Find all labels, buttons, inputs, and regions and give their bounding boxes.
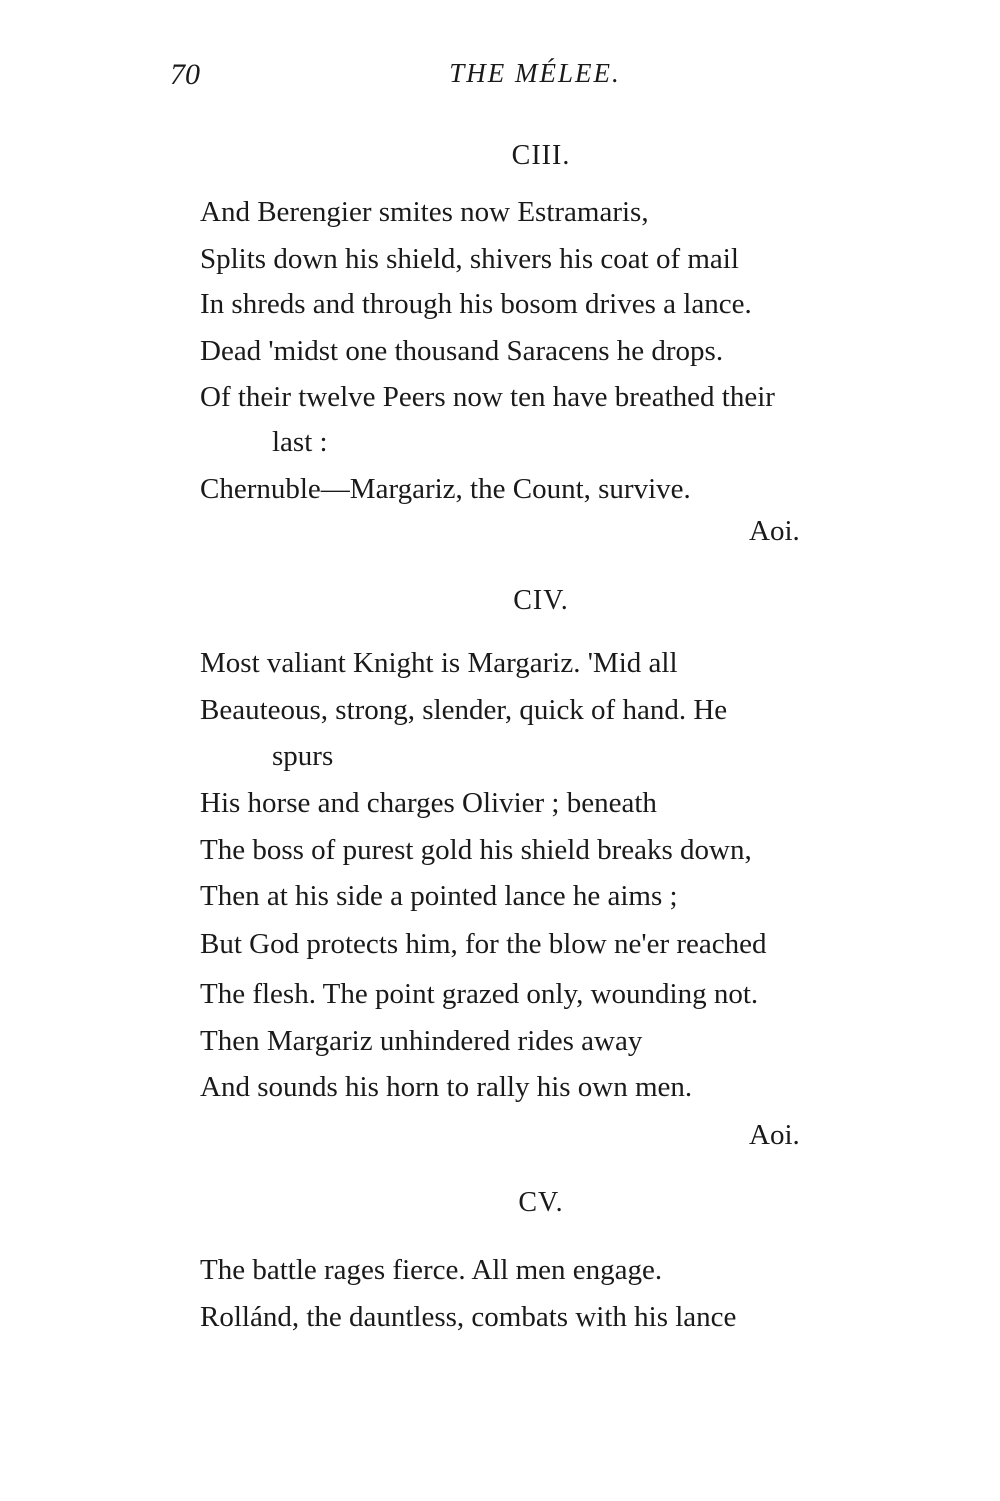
verse-line: Splits down his shield, shivers his coat of mail bbox=[200, 243, 739, 275]
verse-line: And Berengier smites now Estramaris, bbox=[200, 196, 649, 228]
verse-line-continuation: spurs bbox=[272, 740, 334, 772]
verse-line: His horse and charges Olivier ; beneath bbox=[200, 787, 657, 819]
verse-line: Most valiant Knight is Margariz. 'Mid all bbox=[200, 647, 678, 679]
page-number: 70 bbox=[170, 58, 200, 91]
refrain: Aoi. bbox=[749, 515, 800, 547]
verse-line: In shreds and through his bosom drives a lance. bbox=[200, 288, 752, 320]
verse-line: But God protects him, for the blow ne'er reached bbox=[200, 928, 767, 960]
verse-line: Then Margariz unhindered rides away bbox=[200, 1025, 643, 1057]
verse-line: The flesh. The point grazed only, wounding not. bbox=[200, 978, 759, 1010]
stanza-number: CIII. bbox=[511, 140, 571, 171]
verse-line: Of their twelve Peers now ten have breathed their bbox=[200, 381, 775, 413]
refrain: Aoi. bbox=[749, 1119, 800, 1151]
verse-line: The battle rages fierce. All men engage. bbox=[200, 1254, 663, 1286]
verse-line: The boss of purest gold his shield breaks down, bbox=[200, 834, 752, 866]
verse-line: Rollánd, the dauntless, combats with his lance bbox=[200, 1301, 737, 1333]
verse-line: Then at his side a pointed lance he aims ; bbox=[200, 880, 678, 912]
stanza-number: CV. bbox=[518, 1187, 564, 1218]
verse-line-continuation: last : bbox=[272, 426, 328, 458]
verse-line: Chernuble—Margariz, the Count, survive. bbox=[200, 473, 691, 505]
running-title: THE MÉLEE. bbox=[449, 58, 621, 88]
verse-line: Dead 'midst one thousand Saracens he drops. bbox=[200, 335, 724, 367]
verse-line: And sounds his horn to rally his own men. bbox=[200, 1071, 693, 1103]
stanza-number: CIV. bbox=[513, 585, 569, 616]
verse-line: Beauteous, strong, slender, quick of hand. He bbox=[200, 694, 728, 726]
